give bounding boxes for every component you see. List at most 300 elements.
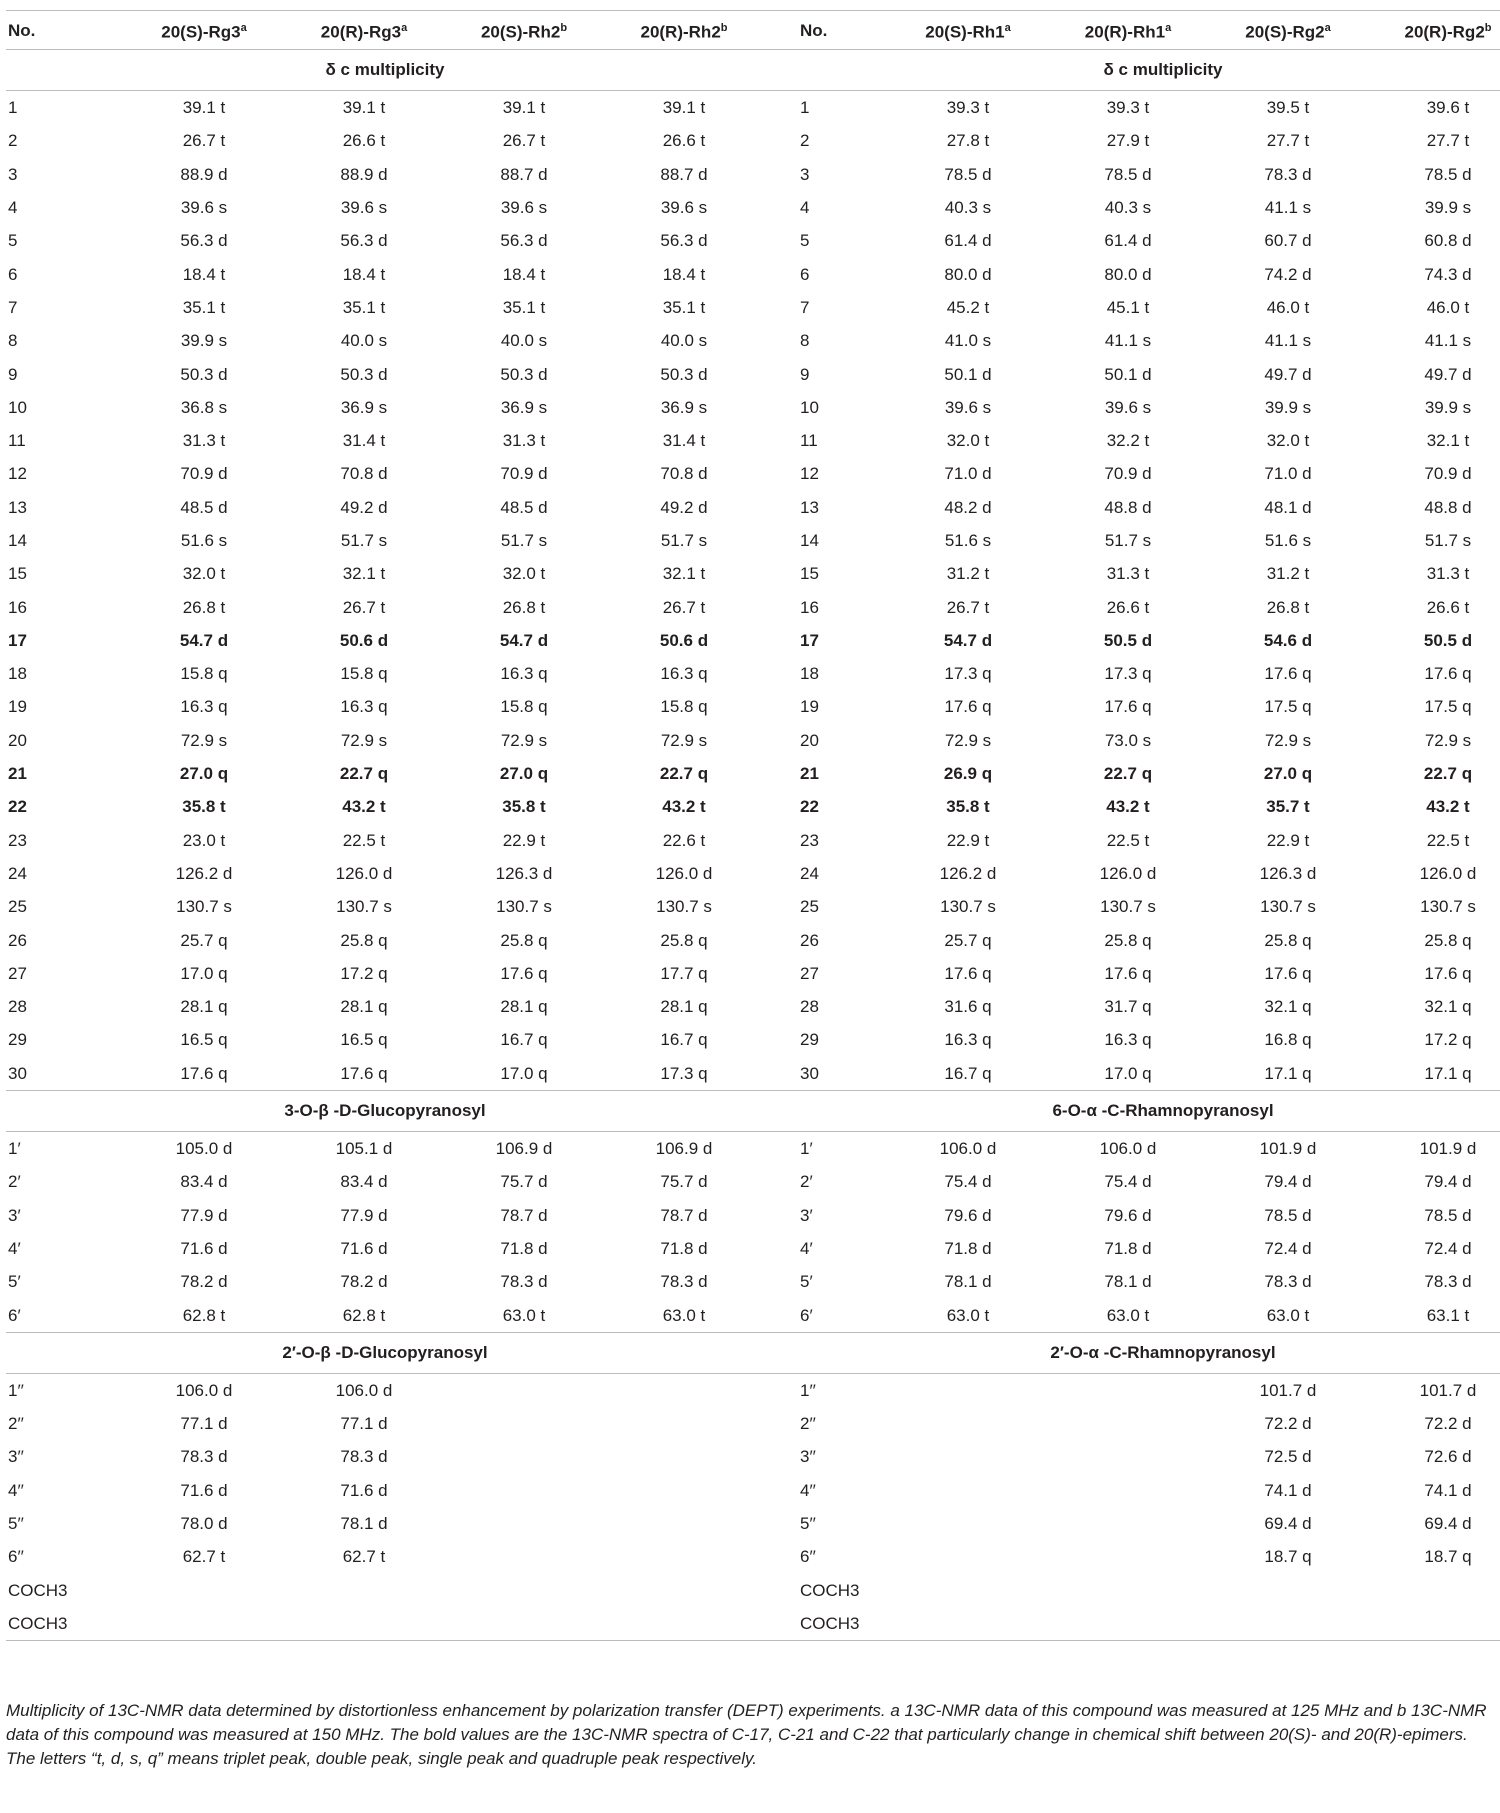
shift-value: 25.7 q — [180, 930, 228, 950]
shift-value: 26.6 t — [1426, 597, 1470, 617]
shift-value: 50.6 d — [339, 630, 389, 650]
carbon-number: 1′ — [800, 1139, 813, 1159]
shift-value — [444, 1474, 604, 1507]
carbon-number: 4 — [800, 198, 810, 218]
shift-value: 105.0 d — [175, 1139, 233, 1159]
shift-value: 51.6 s — [180, 531, 228, 550]
shift-value: 39.1 t — [182, 98, 226, 118]
shift-value: 71.8 d — [660, 1238, 708, 1258]
shift-value: 28.1 q — [660, 997, 708, 1017]
table-row — [6, 590, 1500, 623]
shift-value: 26.7 t — [946, 597, 990, 617]
shift-value: 16.3 q — [1104, 1030, 1152, 1050]
shift-value: 78.3 d — [340, 1447, 388, 1467]
shift-value — [1048, 1507, 1208, 1540]
header-left-col: 20(R)-Rh2$^b$ — [604, 11, 764, 50]
shift-value: 50.1 d — [944, 364, 992, 384]
shift-value: 106.9 d — [655, 1139, 713, 1159]
shift-value: 101.9 d — [1259, 1139, 1317, 1159]
shift-value: 39.6 t — [1426, 98, 1470, 118]
shift-value: 17.6 q — [1264, 664, 1312, 684]
shift-value: 48.8 d — [1104, 497, 1152, 517]
shift-value — [888, 1573, 1048, 1606]
table-header — [6, 11, 1500, 50]
shift-value: 39.9 s — [1424, 198, 1472, 218]
shift-value: 39.5 t — [1266, 98, 1310, 118]
shift-value: 106.0 d — [1099, 1139, 1157, 1159]
shift-value: 63.0 t — [1266, 1305, 1310, 1325]
shift-value: 71.8 d — [1104, 1238, 1152, 1258]
shift-value — [444, 1373, 604, 1407]
shift-value: 43.2 t — [662, 797, 706, 817]
shift-value: 80.0 d — [1104, 264, 1152, 284]
shift-value — [888, 1440, 1048, 1473]
carbon-number: 7 — [8, 297, 18, 317]
shift-value: 16.3 q — [180, 697, 228, 717]
carbon-number: 28 — [800, 997, 819, 1017]
shift-value: 56.3 d — [500, 231, 548, 251]
carbon-number: 4′ — [8, 1238, 21, 1258]
shift-value: 74.1 d — [1424, 1480, 1472, 1500]
carbon-number: 5′ — [8, 1272, 21, 1292]
shift-value: 28.1 q — [500, 997, 548, 1017]
shift-value: 78.5 d — [1104, 164, 1152, 184]
table-row — [6, 357, 1500, 390]
shift-value: 83.4 d — [180, 1172, 228, 1192]
shift-value: 15.8 q — [340, 664, 388, 684]
shift-value: 71.6 d — [180, 1238, 228, 1258]
table-row — [6, 91, 1500, 125]
shift-value: 126.0 d — [335, 863, 393, 883]
shift-value: 15.8 q — [500, 697, 548, 717]
shift-value: 18.4 t — [342, 264, 386, 284]
shift-value: 16.8 q — [1264, 1030, 1312, 1050]
carbon-number: 4′′ — [800, 1480, 816, 1500]
shift-value: 40.0 s — [340, 331, 388, 351]
shift-value: 106.0 d — [939, 1139, 997, 1159]
carbon-number: 2′ — [800, 1172, 813, 1192]
section-title-row — [6, 1090, 1500, 1131]
shift-value: 16.3 q — [340, 697, 388, 717]
shift-value: 88.9 d — [180, 164, 228, 184]
carbon-number: 24 — [800, 863, 819, 883]
shift-value: 106.0 d — [175, 1380, 233, 1400]
shift-value: 35.1 t — [662, 297, 706, 317]
shift-value: 40.3 s — [1104, 198, 1152, 218]
shift-value — [1048, 1540, 1208, 1573]
shift-value: 32.1 t — [1426, 431, 1470, 451]
carbon-number: 12 — [8, 464, 27, 484]
shift-value: 126.0 d — [655, 863, 713, 883]
shift-value: 41.1 s — [1264, 331, 1312, 351]
shift-value: 28.1 q — [340, 997, 388, 1017]
shift-value: 71.6 d — [180, 1480, 228, 1500]
table-row — [6, 291, 1500, 324]
shift-value: 16.7 q — [660, 1030, 708, 1050]
table-row — [6, 1298, 1500, 1332]
shift-value: 17.6 q — [1264, 963, 1312, 983]
shift-value: 39.6 s — [500, 198, 548, 218]
table-row — [6, 1265, 1500, 1298]
shift-value: 74.1 d — [1264, 1480, 1312, 1500]
shift-value: 72.9 s — [1264, 730, 1312, 750]
shift-value: 16.3 q — [500, 664, 548, 684]
table-row — [6, 457, 1500, 490]
shift-value: 17.1 q — [1264, 1063, 1312, 1083]
carbon-number: 2′′ — [8, 1414, 24, 1434]
shift-value: 17.3 q — [944, 664, 992, 684]
carbon-number: 7 — [800, 297, 810, 317]
shift-value — [284, 1573, 444, 1606]
carbon-number: 6 — [8, 264, 18, 284]
shift-value: 31.4 t — [662, 431, 706, 451]
carbon-number: 5 — [800, 231, 810, 251]
shift-value: 35.7 t — [1266, 797, 1310, 817]
shift-value: 78.3 d — [1264, 1272, 1312, 1292]
carbon-number: 12 — [800, 464, 819, 484]
carbon-number: 23 — [8, 830, 27, 850]
shift-value: 49.7 d — [1264, 364, 1312, 384]
shift-value: 106.9 d — [495, 1139, 553, 1159]
shift-value: 63.0 t — [1106, 1305, 1150, 1325]
table-row — [6, 690, 1500, 723]
shift-value: 72.9 s — [944, 730, 992, 750]
shift-value: 40.3 s — [944, 198, 992, 218]
header-left-col: 20(S)-Rg3$^a$ — [124, 11, 284, 50]
table-row — [6, 1373, 1500, 1407]
carbon-number: COCH3 — [798, 1607, 888, 1641]
shift-value: 26.6 t — [342, 131, 386, 151]
shift-value: 18.7 q — [1424, 1547, 1472, 1567]
shift-value: 50.3 d — [660, 364, 708, 384]
carbon-number: 29 — [800, 1030, 819, 1050]
carbon-number: 27 — [800, 963, 819, 983]
shift-value: 39.6 s — [180, 198, 228, 218]
shift-value: 15.8 q — [660, 697, 708, 717]
shift-value: 77.1 d — [180, 1414, 228, 1434]
carbon-number: 4 — [8, 198, 18, 218]
carbon-number: 1′ — [8, 1139, 21, 1159]
shift-value: 101.7 d — [1259, 1380, 1317, 1400]
shift-value — [1208, 1573, 1368, 1606]
shift-value: 51.7 s — [1424, 531, 1472, 550]
shift-value: 31.3 t — [182, 431, 226, 451]
header-right-col: 20(S)-Rg2$^a$ — [1208, 11, 1368, 50]
shift-value: 16.7 q — [944, 1063, 992, 1083]
shift-value: 35.8 t — [502, 797, 546, 817]
shift-value: 71.8 d — [944, 1238, 992, 1258]
shift-value: 70.8 d — [340, 464, 388, 484]
shift-value — [1048, 1373, 1208, 1407]
shift-value: 25.7 q — [944, 930, 992, 950]
shift-value: 22.7 q — [339, 764, 389, 784]
shift-value — [1208, 1607, 1368, 1641]
shift-value: 70.9 d — [1104, 464, 1152, 484]
shift-value: 17.6 q — [944, 963, 992, 983]
header-right-no: No. — [798, 11, 888, 50]
shift-value: 50.5 d — [1103, 630, 1153, 650]
carbon-number: 23 — [800, 830, 819, 850]
shift-value: 26.7 t — [342, 597, 386, 617]
table-row — [6, 124, 1500, 157]
carbon-number: 4′ — [800, 1238, 813, 1258]
shift-value: 78.5 d — [1424, 164, 1472, 184]
shift-value: 43.2 t — [1426, 797, 1470, 817]
table-row — [6, 1540, 1500, 1573]
shift-value: 39.9 s — [1424, 397, 1472, 417]
table-row — [6, 1440, 1500, 1473]
shift-value: 126.0 d — [1419, 863, 1477, 883]
shift-value: 31.4 t — [342, 431, 386, 451]
shift-value: 48.5 d — [180, 497, 228, 517]
shift-value: 17.3 q — [1104, 664, 1152, 684]
shift-value — [284, 1607, 444, 1641]
shift-value: 46.0 t — [1266, 297, 1310, 317]
shift-value: 50.1 d — [1104, 364, 1152, 384]
shift-value: 17.6 q — [944, 697, 992, 717]
shift-value: 78.2 d — [340, 1272, 388, 1292]
shift-value: 60.7 d — [1264, 231, 1312, 251]
carbon-number: 25 — [800, 897, 819, 917]
shift-value: 70.9 d — [1424, 464, 1472, 484]
shift-value: 22.7 q — [659, 764, 709, 784]
shift-value: 72.9 s — [340, 730, 388, 750]
table-row — [6, 1507, 1500, 1540]
carbon-number: 3′′ — [800, 1447, 816, 1467]
shift-value: 16.5 q — [340, 1030, 388, 1050]
shift-value: 28.1 q — [180, 997, 228, 1017]
shift-value: 32.0 t — [1266, 431, 1310, 451]
shift-value: 106.0 d — [335, 1380, 393, 1400]
shift-value: 69.4 d — [1264, 1514, 1312, 1534]
shift-value: 78.1 d — [1104, 1272, 1152, 1292]
footnote-line-2: The letters “t, d, s, q” means triplet peak, double peak, single peak and quadruple peak respectively. — [6, 1749, 757, 1768]
shift-value: 25.8 q — [500, 930, 548, 950]
carbon-number: 1′′ — [800, 1380, 816, 1400]
shift-value: 51.7 s — [340, 531, 388, 550]
carbon-number: 21 — [8, 764, 27, 784]
shift-value: 71.0 d — [944, 464, 992, 484]
shift-value: 25.8 q — [1264, 930, 1312, 950]
shift-value: 130.7 s — [940, 897, 996, 917]
shift-value: 54.6 d — [1263, 630, 1313, 650]
shift-value: 35.1 t — [182, 297, 226, 317]
shift-value: 18.4 t — [182, 264, 226, 284]
shift-value: 41.1 s — [1264, 198, 1312, 218]
table-row — [6, 1474, 1500, 1507]
shift-value: 32.1 t — [342, 564, 386, 584]
shift-value: 69.4 d — [1424, 1514, 1472, 1534]
shift-value: 74.2 d — [1264, 264, 1312, 284]
table-row — [6, 557, 1500, 590]
shift-value: 61.4 d — [944, 231, 992, 251]
shift-value: 50.5 d — [1423, 630, 1473, 650]
shift-value — [888, 1507, 1048, 1540]
shift-value: 36.9 s — [340, 397, 388, 417]
carbon-number: 15 — [8, 564, 27, 584]
shift-value: 16.3 q — [944, 1030, 992, 1050]
carbon-number: 1′′ — [8, 1380, 24, 1400]
shift-value: 31.2 t — [946, 564, 990, 584]
table-row — [6, 990, 1500, 1023]
shift-value: 26.8 t — [182, 597, 226, 617]
shift-value: 16.5 q — [180, 1030, 228, 1050]
shift-value: 126.3 d — [495, 863, 553, 883]
shift-value: 51.7 s — [660, 531, 708, 550]
shift-value: 72.9 s — [660, 730, 708, 750]
shift-value — [604, 1474, 764, 1507]
shift-value: 75.4 d — [1104, 1172, 1152, 1192]
carbon-number: 30 — [800, 1063, 819, 1083]
shift-value: 49.2 d — [340, 497, 388, 517]
shift-value — [604, 1607, 764, 1641]
table-row — [6, 923, 1500, 956]
shift-value: 27.9 t — [1106, 131, 1150, 151]
shift-value — [1368, 1607, 1500, 1641]
shift-value: 15.8 q — [180, 664, 228, 684]
shift-value: 35.8 t — [946, 797, 990, 817]
shift-value: 41.1 s — [1424, 331, 1472, 351]
carbon-number: 6′′ — [800, 1547, 816, 1567]
shift-value: 50.3 d — [180, 364, 228, 384]
shift-value: 32.0 t — [946, 431, 990, 451]
shift-value — [604, 1540, 764, 1573]
header-left-no: No. — [6, 11, 124, 50]
shift-value: 22.9 t — [1266, 830, 1310, 850]
shift-value: 63.1 t — [1426, 1305, 1470, 1325]
shift-value: 72.2 d — [1424, 1414, 1472, 1434]
shift-value: 130.7 s — [336, 897, 392, 917]
carbon-number: 3′′ — [8, 1447, 24, 1467]
shift-value — [444, 1440, 604, 1473]
shift-value: 17.2 q — [1424, 1030, 1472, 1050]
shift-value: 25.8 q — [660, 930, 708, 950]
shift-value: 32.2 t — [1106, 431, 1150, 451]
shift-value: 25.8 q — [1424, 930, 1472, 950]
table-row — [6, 1407, 1500, 1440]
shift-value — [444, 1407, 604, 1440]
shift-value: 70.9 d — [500, 464, 548, 484]
carbon-number: 10 — [8, 397, 27, 417]
shift-value — [888, 1607, 1048, 1641]
shift-value: 17.6 q — [1104, 963, 1152, 983]
carbon-number: 2′′ — [800, 1414, 816, 1434]
table-row — [6, 957, 1500, 990]
carbon-number: 6′ — [8, 1305, 21, 1325]
shift-value: 26.6 t — [662, 131, 706, 151]
shift-value: 17.5 q — [1264, 697, 1312, 717]
shift-value: 35.1 t — [502, 297, 546, 317]
shift-value: 40.0 s — [500, 331, 548, 351]
shift-value — [604, 1440, 764, 1473]
carbon-number: 8 — [8, 331, 18, 351]
shift-value: 101.7 d — [1419, 1380, 1477, 1400]
shift-value: 88.7 d — [660, 164, 708, 184]
shift-value: 78.3 d — [1264, 164, 1312, 184]
shift-value: 39.3 t — [946, 98, 990, 118]
table-row — [6, 1165, 1500, 1198]
carbon-number: 9 — [8, 364, 18, 384]
carbon-number: COCH3 — [8, 1580, 68, 1600]
shift-value: 77.9 d — [180, 1205, 228, 1225]
carbon-number: 18 — [8, 664, 27, 684]
shift-value: 31.7 q — [1104, 997, 1152, 1017]
shift-value: 62.8 t — [182, 1305, 226, 1325]
carbon-number: 6′ — [800, 1305, 813, 1325]
shift-value: 31.6 q — [944, 997, 992, 1017]
shift-value — [1368, 1573, 1500, 1606]
shift-value — [888, 1407, 1048, 1440]
shift-value: 71.6 d — [340, 1480, 388, 1500]
shift-value: 78.5 d — [1424, 1205, 1472, 1225]
shift-value: 78.1 d — [944, 1272, 992, 1292]
shift-value: 49.2 d — [660, 497, 708, 517]
shift-value: 39.9 s — [180, 331, 228, 351]
carbon-number: 11 — [8, 431, 26, 451]
shift-value: 27.8 t — [946, 131, 990, 151]
shift-value: 17.6 q — [500, 963, 548, 983]
shift-value: 32.1 t — [662, 564, 706, 584]
shift-value: 41.0 s — [944, 331, 992, 351]
shift-value: 77.9 d — [340, 1205, 388, 1225]
shift-value: 130.7 s — [1420, 897, 1476, 917]
carbon-number: 11 — [800, 431, 818, 451]
carbon-number: 28 — [8, 997, 27, 1017]
section-title-left: δ c multiplicity — [6, 50, 764, 91]
carbon-number: 18 — [800, 664, 819, 684]
section-title-right: δ c multiplicity — [798, 50, 1500, 91]
shift-value: 22.9 t — [502, 830, 546, 850]
shift-value: 73.0 s — [1104, 730, 1152, 750]
shift-value — [888, 1474, 1048, 1507]
shift-value: 39.6 s — [944, 397, 992, 417]
carbon-number: 13 — [8, 497, 27, 517]
table-row — [6, 1057, 1500, 1091]
header-right-col: 20(R)-Rg2$^b$ — [1368, 11, 1500, 50]
shift-value: 17.5 q — [1424, 697, 1472, 717]
shift-value: 56.3 d — [340, 231, 388, 251]
carbon-number: 14 — [800, 531, 819, 550]
carbon-number: 2′ — [8, 1172, 21, 1192]
shift-value: 72.6 d — [1424, 1447, 1472, 1467]
shift-value — [604, 1507, 764, 1540]
table-row — [6, 824, 1500, 857]
shift-value: 31.2 t — [1266, 564, 1310, 584]
shift-value: 51.6 s — [944, 531, 992, 550]
shift-value: 54.7 d — [943, 630, 993, 650]
nmr-table — [6, 10, 1500, 1641]
carbon-number: 2 — [800, 131, 810, 151]
shift-value: 39.6 s — [660, 198, 708, 218]
shift-value: 17.0 q — [500, 1063, 548, 1083]
shift-value: 130.7 s — [1100, 897, 1156, 917]
table-row — [6, 724, 1500, 757]
shift-value: 54.7 d — [179, 630, 229, 650]
shift-value: 27.0 q — [499, 764, 549, 784]
shift-value — [604, 1373, 764, 1407]
shift-value: 39.1 t — [662, 98, 706, 118]
table-row — [6, 158, 1500, 191]
carbon-number: 17 — [8, 630, 27, 650]
shift-value: 26.8 t — [502, 597, 546, 617]
carbon-number: 27 — [8, 963, 27, 983]
shift-value: 26.9 q — [943, 764, 993, 784]
table-row — [6, 1023, 1500, 1056]
table-body — [6, 50, 1500, 1641]
shift-value: 18.7 q — [1264, 1547, 1312, 1567]
shift-value: 72.5 d — [1264, 1447, 1312, 1467]
carbon-number: 6′′ — [8, 1547, 24, 1567]
